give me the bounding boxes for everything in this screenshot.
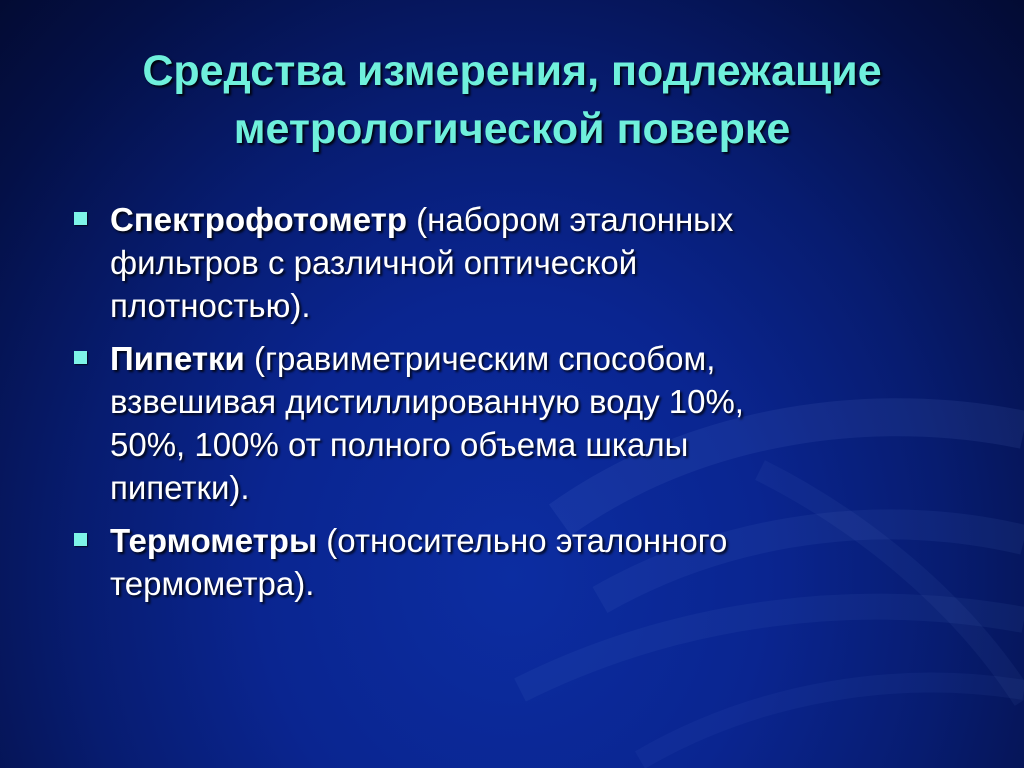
bullet-term: Пипетки — [110, 340, 245, 377]
bullet-item-spectrophotometer — [72, 198, 932, 327]
bullet-list — [72, 198, 932, 615]
bullet-item-thermometers — [72, 519, 932, 605]
square-bullet-icon — [74, 533, 87, 546]
bullet-line — [110, 519, 932, 562]
bullet-line: плотностью). — [110, 287, 311, 324]
bullet-text: (гравиметрическим способом, — [244, 340, 716, 377]
bullet-term: Спектрофотометр — [110, 201, 407, 238]
title-line-1: Средства измерения, подлежащие — [142, 47, 882, 95]
bullet-term: Термометры — [110, 522, 318, 559]
bullet-line: пипетки). — [110, 469, 250, 506]
bullet-line: термометра). — [110, 565, 315, 602]
slide-title — [40, 42, 984, 158]
bullet-line: взвешивая дистиллированную воду 10%, — [110, 383, 744, 420]
bullet-line: 50%, 100% от полного объема шкалы — [110, 426, 689, 463]
title-line-2: метрологической поверке — [233, 105, 791, 153]
bullet-line: фильтров с различной оптической — [110, 244, 638, 281]
bullet-item-pipettes — [72, 337, 932, 509]
square-bullet-icon — [74, 351, 87, 364]
bullet-line — [110, 198, 932, 241]
bullet-text: (набором эталонных — [406, 201, 734, 238]
bullet-line — [110, 337, 932, 380]
bullet-text: (относительно эталонного — [317, 522, 728, 559]
square-bullet-icon — [74, 212, 87, 225]
